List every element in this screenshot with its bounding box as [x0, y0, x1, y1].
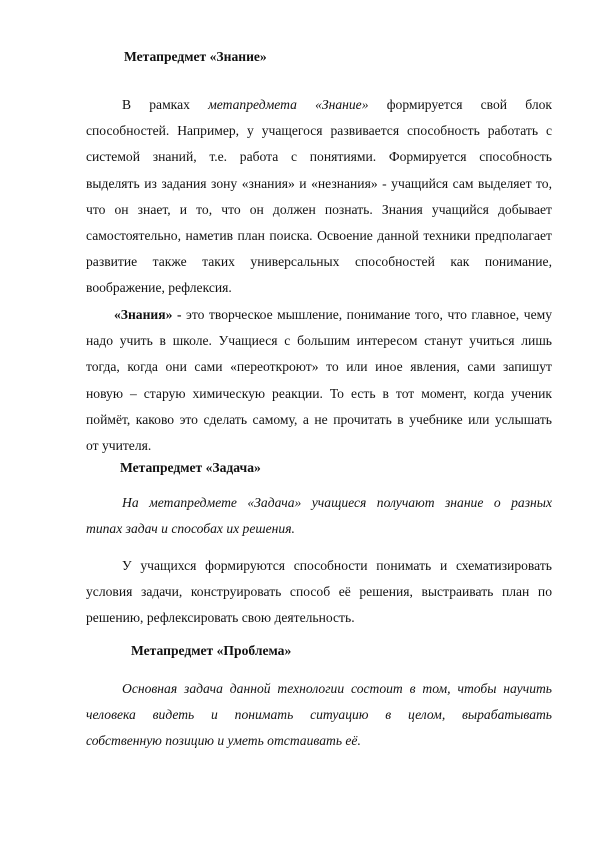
paragraph-znaniya-definition	[86, 302, 552, 459]
text-line: развитие также таких универсальных способностей как понимание,	[86, 254, 552, 270]
text-line: условия задачи, конструировать способ её решения, выстраивать план по	[86, 584, 552, 600]
text-line	[86, 92, 552, 118]
paragraph-problema-intro	[86, 676, 552, 755]
heading-zadacha: Метапредмет «Задача»	[120, 460, 261, 475]
text-line: Основная задача данной технологии состоит в том, чтобы научить	[122, 681, 552, 696]
text-line: новую – старую химическую реакции. То есть в тот момент, когда ученик	[86, 385, 552, 401]
text-line: поймёт, каково это сделать самому, а не прочитать в учебнике или услышать	[86, 411, 552, 427]
text-fragment: это творческое мышление, понимание того, что главное, чему	[181, 307, 553, 322]
italic-fragment: метапредмета «Знание»	[208, 97, 369, 112]
text-fragment: формируется свой блок	[368, 97, 553, 112]
paragraph-zadacha-skills	[86, 553, 552, 632]
text-line: способностей. Например, у учащегося развивается способность работать с	[86, 123, 552, 139]
text-line: У учащихся формируются способности понимать и схематизировать	[122, 558, 552, 573]
text-line: выделять из задания зону «знания» и «незнания» - учащийся сам выделяет то,	[86, 175, 552, 191]
text-line: человека видеть и понимать ситуацию в целом, вырабатывать	[86, 707, 552, 723]
text-line: воображение, рефлексия.	[86, 280, 232, 296]
text-line: надо учить в школе. Учащиеся с большим интересом станут учиться лишь	[86, 333, 552, 349]
paragraph-zadacha-intro	[86, 490, 552, 542]
text-line: системой знаний, т.е. работа с понятиями. Формируется способность	[86, 149, 552, 165]
paragraph-znanie-intro	[86, 92, 552, 302]
text-line: собственную позицию и уметь отстаивать её.	[86, 733, 361, 749]
text-line: самостоятельно, наметив план поиска. Освоение данной техники предполагает	[86, 228, 552, 244]
text-line: На метапредмете «Задача» учащиеся получают знание о разных	[122, 495, 552, 510]
bold-fragment: «Знания» -	[114, 307, 182, 322]
text-line	[86, 302, 552, 328]
text-line: что он знает, и то, что он должен познать. Знания учащийся добывает	[86, 201, 552, 217]
text-fragment: В рамках	[122, 97, 209, 112]
heading-problema: Метапредмет «Проблема»	[131, 643, 292, 658]
text-line: от учителя.	[86, 438, 152, 454]
text-line: решению, рефлексировать свою деятельность.	[86, 610, 355, 626]
heading-znanie: Метапредмет «Знание»	[124, 49, 267, 64]
text-line: типах задач и способах их решения.	[86, 521, 295, 537]
text-line: тогда, когда они сами «переоткроют» то или иное явления, сами запишут	[86, 359, 552, 375]
